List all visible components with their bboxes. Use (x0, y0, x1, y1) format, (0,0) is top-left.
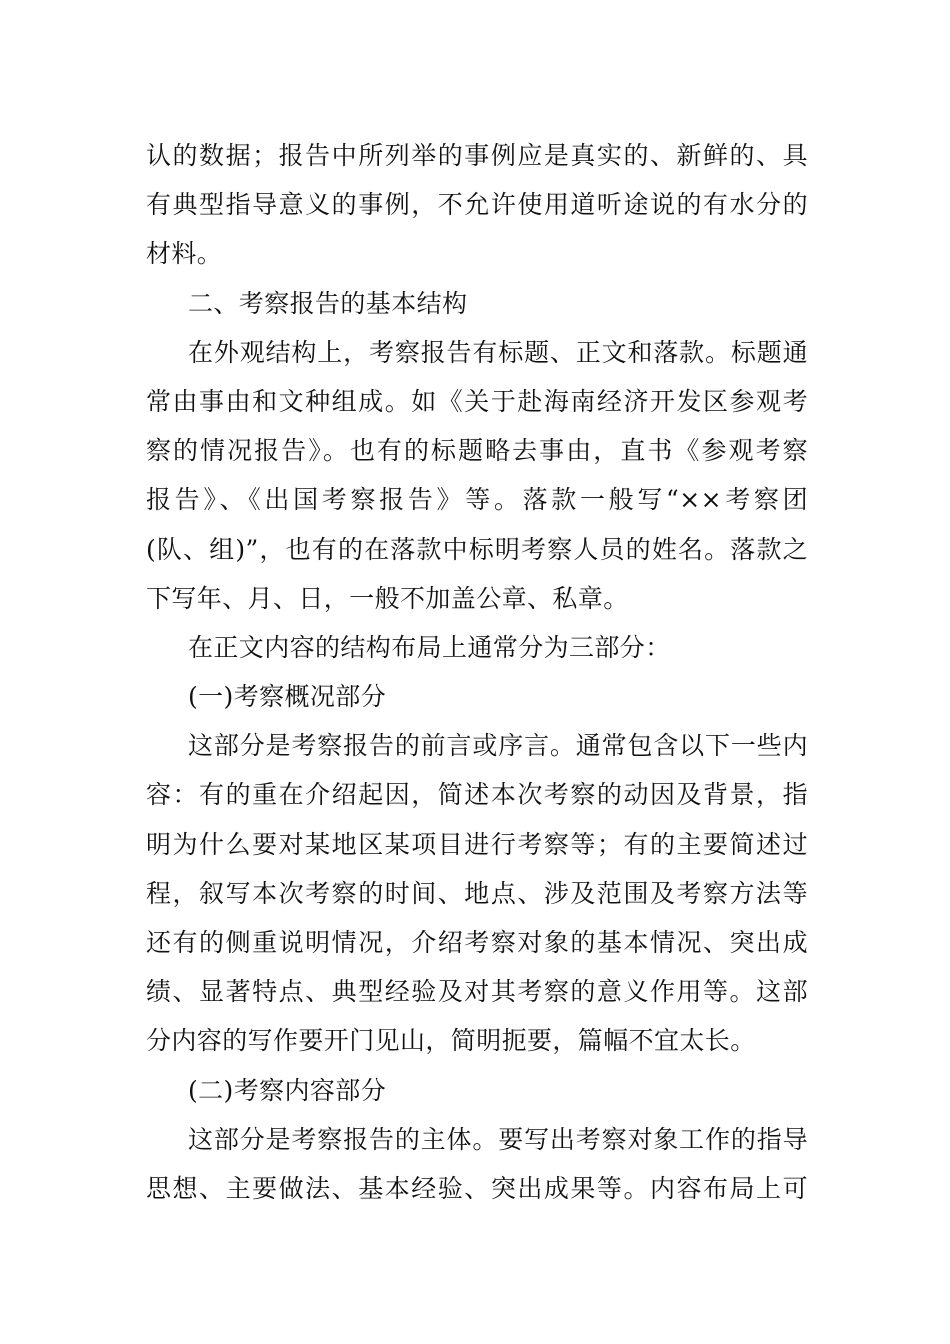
text-line: 认的数据；报告中所列举的事例应是真实的、新鲜的、具 (146, 141, 808, 170)
text-line: 在外观结构上，考察报告有标题、正文和落款。标题通 (188, 337, 808, 367)
text-line: 常由事由和文种组成。如《关于赴海南经济开发区参观考 (146, 386, 808, 416)
text-line: 有典型指导意义的事例，不允许使用道听途说的有水分的 (146, 190, 808, 220)
subsection-heading: (二)考察内容部分 (188, 1075, 387, 1105)
text-line: 绩、显著特点、典型经验及对其考察的意义作用等。这部 (146, 977, 808, 1007)
text-line: 报告》、《出国考察报告》等。落款一般写“××考察团 (146, 485, 808, 515)
subsection-heading: (一)考察概况部分 (188, 682, 387, 712)
text-line: 下写年、月、日，一般不加盖公章、私章。 (146, 583, 629, 613)
text-line: 材料。 (146, 239, 223, 269)
text-line: 察的情况报告》。也有的标题略去事由，直书《参观考察 (146, 436, 808, 466)
text-line: (队、组)”，也有的在落款中标明考察人员的姓名。落款之 (146, 534, 808, 564)
text-line: 程，叙写本次考察的时间、地点、涉及范围及考察方法等 (146, 878, 808, 908)
text-line: 还有的侧重说明情况，介绍考察对象的基本情况、突出成 (146, 928, 808, 957)
text-line: 明为什么要对某地区某项目进行考察等；有的主要简述过 (146, 829, 808, 859)
text-line: 容：有的重在介绍起因，简述本次考察的动因及背景，指 (146, 780, 808, 810)
text-line: 在正文内容的结构布局上通常分为三部分： (188, 632, 671, 662)
section-heading: 二、考察报告的基本结构 (188, 288, 468, 318)
document-body (146, 131, 808, 1213)
text-line: 思想、主要做法、基本经验、突出成果等。内容布局上可 (146, 1173, 808, 1203)
text-line: 这部分是考察报告的前言或序言。通常包含以下一些内 (188, 731, 808, 761)
text-line: 分内容的写作要开门见山，简明扼要，篇幅不宜太长。 (146, 1026, 756, 1056)
text-line: 这部分是考察报告的主体。要写出考察对象工作的指导 (188, 1124, 808, 1154)
